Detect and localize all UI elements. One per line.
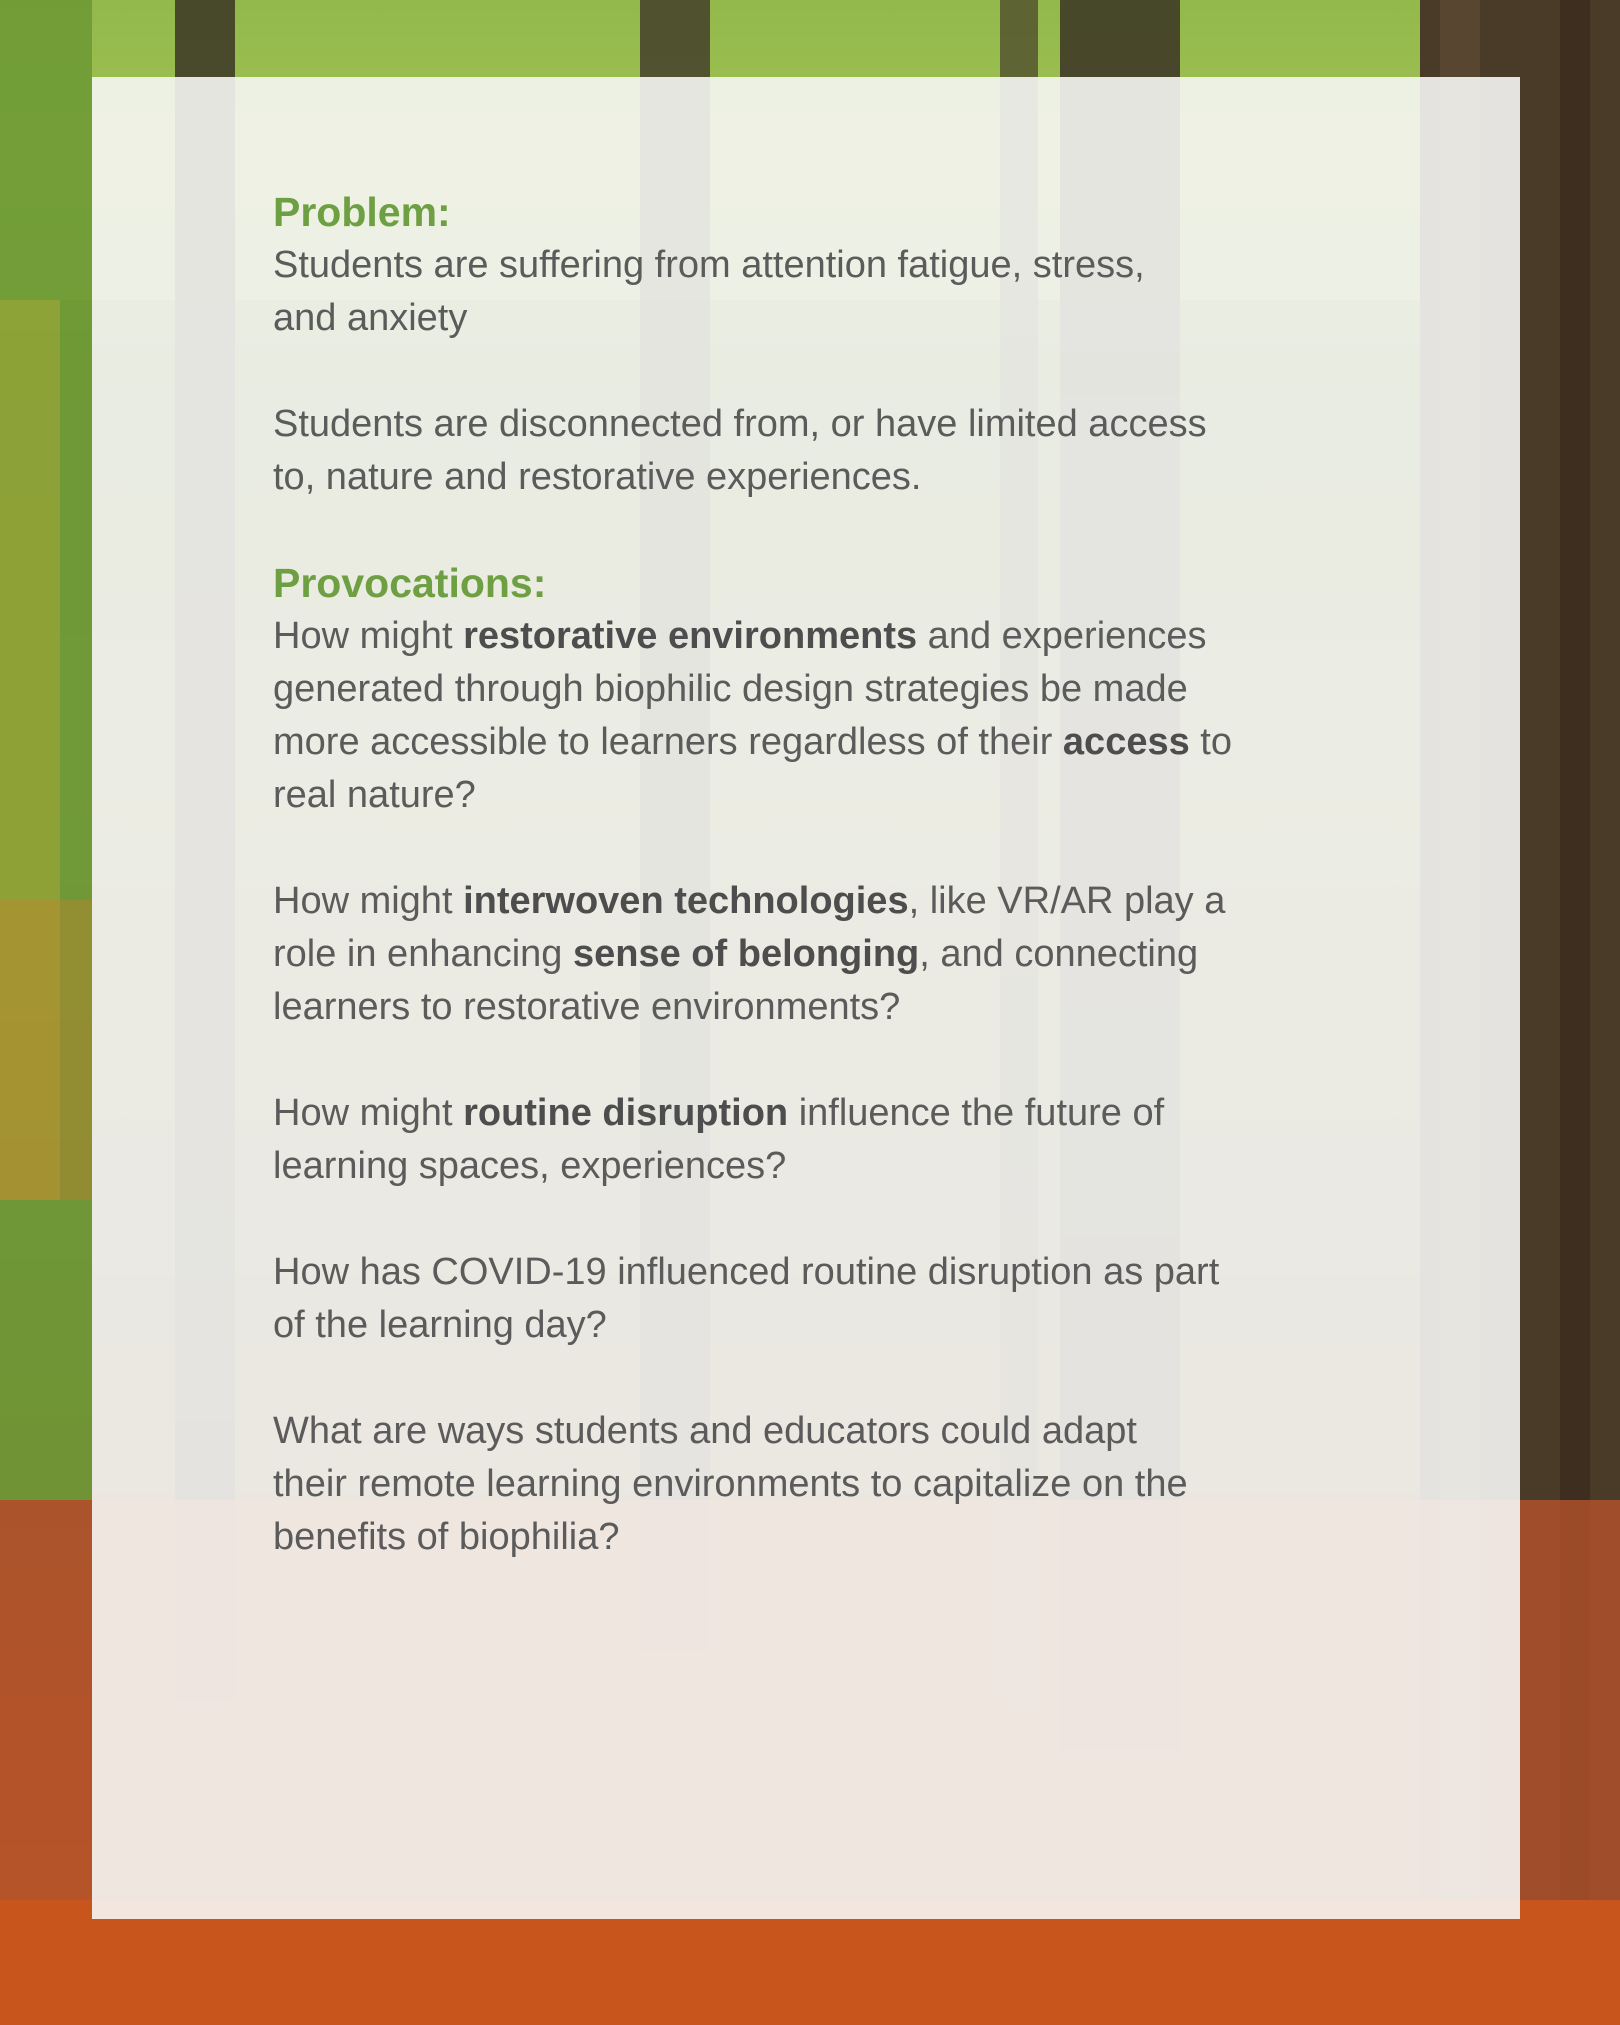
text-line [273,1145,786,1187]
text-line [273,668,1188,710]
problem-heading: Problem: [273,189,451,235]
text-segment: How might [273,615,464,657]
paragraph [273,1246,1383,1352]
text-segment: , and connecting [919,933,1199,975]
text-segment: How might [273,880,464,922]
text-segment: and experiences [917,615,1207,657]
text-segment: What are ways students and educators could adapt [273,1410,1137,1452]
emphasis-text: access [1062,721,1190,763]
provocations-paragraphs [273,610,1383,1564]
emphasis-text: interwoven technologies [463,880,909,922]
text-segment: and anxiety [273,297,468,339]
text-segment: How has COVID-19 influenced routine disruption as part [273,1251,1220,1293]
text-line [273,1092,1164,1134]
text-line [273,615,1207,657]
text-line [273,721,1232,763]
text-line [273,1463,1188,1505]
paragraph [273,398,1383,504]
text-line [273,880,1225,922]
text-segment: learning spaces, experiences? [273,1145,787,1187]
text-segment: How might [273,1092,464,1134]
text-segment: benefits of biophilia? [273,1516,620,1558]
text-segment: their remote learning environments to capitalize on the [273,1463,1188,1505]
problem-paragraphs [273,239,1383,504]
text-line [273,1410,1137,1452]
emphasis-text: routine disruption [463,1092,789,1134]
text-line [273,244,1145,286]
text-line [273,403,1207,445]
emphasis-text: sense of belonging [573,933,920,975]
text-segment: Students are disconnected from, or have limited access [273,403,1207,445]
text-line [273,1304,607,1346]
text-segment: Students are suffering from attention fatigue, stress, [273,244,1145,286]
provocations-heading: Provocations: [273,560,547,606]
text-segment: of the learning day? [273,1304,607,1346]
text-segment: to, nature and restorative experiences. [273,456,922,498]
text-segment: to [1189,721,1232,763]
text-line [273,986,900,1028]
content [273,186,1383,1617]
text-segment: , like VR/AR play a [908,880,1226,922]
text-segment: influence the future of [788,1092,1165,1134]
text-segment: generated through biophilic design strategies be made [273,668,1188,710]
text-segment: learners to restorative environments? [273,986,901,1028]
text-line [273,933,1198,975]
paragraph [273,610,1383,822]
paragraph [273,1087,1383,1193]
paragraph [273,875,1383,1034]
paragraph [273,239,1383,345]
problem-section [273,186,1383,504]
provocations-section [273,557,1383,1564]
text-line [273,456,922,498]
text-line [273,297,467,339]
text-segment: real nature? [273,774,476,816]
text-line [273,1251,1219,1293]
text-line [273,1516,619,1558]
text-line [273,774,476,816]
text-segment: role in enhancing [273,933,573,975]
text-segment: more accessible to learners regardless of their [273,721,1063,763]
paragraph [273,1405,1383,1564]
emphasis-text: restorative environments [463,615,918,657]
